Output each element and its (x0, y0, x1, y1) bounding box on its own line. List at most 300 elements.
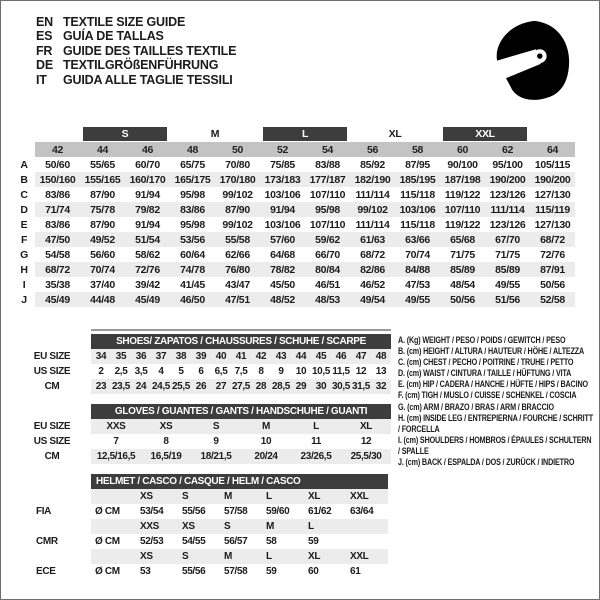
value-cell: 155/165 (80, 172, 125, 187)
value-cell: 187/198 (440, 172, 485, 187)
legend-item: G. (cm) ARM / BRAZO / BRAS / ARM / BRACCIO (398, 401, 554, 413)
helmet-size-cell: XXL (346, 489, 388, 504)
value-cell: 75/85 (270, 158, 295, 171)
value-cell: 95/100 (492, 158, 523, 171)
sub-value-cell: 11,5 (332, 366, 350, 377)
sub-value-cell: 3,5 (134, 366, 148, 377)
sub-value-cell: 39 (191, 349, 211, 364)
sub-value-cell: 27,5 (231, 381, 251, 392)
size-group-label: L (263, 127, 347, 141)
size-cell: 48 (170, 142, 215, 157)
measure-row (13, 232, 575, 247)
helmet-size-cell: L (262, 549, 304, 564)
value-cell: 107/110 (440, 202, 485, 217)
value-cell: 71/75 (450, 248, 475, 261)
unit-label: Ø CM (95, 506, 120, 517)
value-cell: 170/180 (215, 172, 260, 187)
helmet-size-cell: S (220, 519, 262, 534)
sub-value-cell: 20/24 (241, 449, 291, 464)
value-cell: 72/76 (540, 248, 565, 261)
separator-line (91, 329, 391, 331)
sub-value-cell: 4 (158, 366, 164, 377)
row-label: C (20, 188, 28, 201)
measure-row (13, 172, 575, 187)
sub-row-label: US SIZE (33, 366, 71, 377)
value-cell: 68/72 (360, 248, 385, 261)
size-cell: 50 (215, 142, 260, 157)
sub-row (13, 349, 391, 364)
value-cell: 70/74 (80, 262, 125, 277)
unit-label: Ø CM (95, 566, 120, 577)
value-cell: 48/52 (260, 292, 305, 307)
helmet-sizes-row (13, 489, 388, 504)
value-cell: 71/74 (35, 202, 80, 217)
row-label: G (20, 248, 28, 261)
value-cell: 78/82 (260, 262, 305, 277)
value-cell: 95/98 (180, 188, 205, 201)
size-group-cell (350, 126, 440, 142)
sub-value-cell: 11 (311, 436, 321, 447)
size-cell: 56 (350, 142, 395, 157)
value-cell: 105/115 (534, 158, 571, 171)
measure-row (13, 292, 575, 307)
outer-spacer (13, 549, 91, 564)
value-cell: 46/51 (315, 278, 340, 291)
value-cell: 66/70 (315, 248, 340, 261)
size-group-label: XL (388, 128, 402, 140)
helmet-size-cell: XS (136, 549, 178, 564)
sub-value-cell: 10,5 (311, 366, 331, 377)
gloves-table (13, 404, 391, 464)
value-cell: 70/74 (405, 248, 430, 261)
value-cell: 60/70 (135, 158, 160, 171)
value-cell: 57/60 (260, 232, 305, 247)
sub-value-cell: XL (341, 419, 391, 434)
value-cell: 62/66 (225, 248, 250, 261)
sub-value-cell: XXS (91, 419, 141, 434)
legend-item: J. (cm) BACK / ESPALDA / DOS / ZURÜCK / INDIETRO (398, 457, 575, 469)
value-cell: 47/50 (35, 232, 80, 247)
helmet-values-row (13, 534, 388, 549)
size-cell: 42 (35, 142, 80, 157)
helmet-value-cell: 58 (266, 536, 277, 547)
helmet-size-cell: L (262, 489, 304, 504)
sub-value-cell: 28 (251, 379, 271, 394)
row-label-cell (13, 142, 35, 157)
legend-item: F. (cm) TIGH / MUSLO / CUISSE / SCHENKEL / COSCIA (398, 390, 577, 402)
size-group-label: S (83, 127, 167, 141)
value-cell: 99/102 (350, 202, 395, 217)
helmet-icon-graphic (487, 18, 573, 104)
value-cell: 76/80 (215, 262, 260, 277)
value-cell: 103/106 (395, 202, 440, 217)
sub-value-cell: XS (141, 419, 191, 434)
row-label: I (22, 278, 26, 291)
value-cell: 72/76 (125, 262, 170, 277)
sub-value-cell: 12 (360, 436, 372, 447)
value-cell: 74/78 (170, 262, 215, 277)
sub-value-cell: 23 (91, 379, 111, 394)
sub-value-cell: 2 (98, 366, 104, 377)
value-cell: 190/200 (485, 172, 530, 187)
value-cell: 47/51 (215, 292, 260, 307)
value-cell: 115/118 (400, 218, 435, 231)
value-cell: 83/86 (170, 202, 215, 217)
helmet-size-cell: S (178, 489, 220, 504)
unit-spacer (91, 519, 136, 534)
sub-value-cell: 2,5 (114, 366, 128, 377)
size-group-cell (170, 126, 260, 142)
standard-label: FIA (36, 506, 52, 517)
value-cell: 70/80 (225, 158, 250, 171)
value-cell: 63/66 (395, 232, 440, 247)
sub-value-cell: 25,5 (171, 381, 191, 392)
sub-row (13, 379, 391, 394)
measure-row (13, 262, 575, 277)
sub-value-cell: 46 (331, 349, 351, 364)
helmet-sizes-row (13, 519, 388, 534)
language-row (36, 73, 236, 87)
sub-value-cell: 23,5 (111, 381, 131, 392)
row-label: E (20, 218, 28, 231)
value-cell: 48/53 (305, 292, 350, 307)
value-cell: 87/95 (405, 158, 430, 171)
helmet-size-cell: S (178, 549, 220, 564)
value-cell: 39/42 (135, 278, 160, 291)
sub-table-title: HELMET / CASCO / CASQUE / HELM / CASCO (91, 474, 388, 489)
legend-item: C. (cm) CHEST / PECHO / POITRINE / TRUHE / PETTO (398, 357, 574, 369)
helmet-size-cell: XL (304, 549, 346, 564)
helmet-sizes-row (13, 549, 388, 564)
value-cell: 115/118 (400, 188, 435, 201)
outer-spacer (13, 474, 91, 489)
sub-row-label: CM (44, 451, 60, 462)
helmet-size-cell: XXL (346, 549, 388, 564)
value-cell: 185/195 (395, 172, 440, 187)
helmet-value-cell: 61 (350, 566, 361, 577)
value-cell: 80/84 (305, 262, 350, 277)
value-cell: 107/110 (309, 188, 346, 201)
value-cell: 85/89 (485, 262, 530, 277)
language-row (36, 15, 236, 29)
language-row (36, 29, 236, 43)
value-cell: 99/102 (222, 188, 253, 201)
helmet-value-cell: 55/56 (182, 566, 206, 577)
value-cell: 75/78 (80, 202, 125, 217)
helmet-size-table (13, 474, 388, 579)
value-cell: 111/114 (485, 202, 530, 217)
sub-value-cell: 12 (355, 366, 367, 377)
sub-value-cell: 48 (371, 349, 391, 364)
measure-row (13, 277, 575, 292)
helmet-value-cell: 59 (308, 536, 319, 547)
value-cell: 123/126 (489, 218, 526, 231)
helmet-size-cell (346, 519, 388, 534)
value-cell: 165/175 (170, 172, 215, 187)
sub-value-cell: 7,5 (234, 366, 248, 377)
sub-value-cell: 28,5 (271, 381, 291, 392)
sub-value-cell: S (191, 419, 241, 434)
value-cell: 51/54 (125, 232, 170, 247)
helmet-value-cell: 59/60 (266, 506, 290, 517)
size-group-cell (440, 126, 530, 142)
value-cell: 85/92 (360, 158, 385, 171)
value-cell: 127/130 (534, 188, 571, 201)
sub-value-cell: 13 (375, 366, 387, 377)
value-cell: 44/48 (80, 292, 125, 307)
language-code: DE (36, 58, 53, 73)
value-cell: 56/60 (90, 248, 115, 261)
size-cell: 46 (125, 142, 170, 157)
language-code: EN (36, 15, 53, 29)
helmet-value-cell: 56/57 (224, 536, 248, 547)
value-cell: 103/106 (264, 188, 301, 201)
helmet-icon (487, 18, 573, 104)
value-cell: 58/62 (135, 248, 160, 261)
value-cell: 91/94 (260, 202, 305, 217)
outer-spacer (13, 519, 91, 534)
helmet-value-cell: 57/58 (224, 566, 248, 577)
legend-item: B. (cm) HEIGHT / ALTURA / HAUTEUR / HÖHE / ALTEZZA (398, 346, 585, 358)
sub-value-cell: 26 (191, 379, 211, 394)
standard-label: CMR (36, 536, 58, 547)
value-cell: 68/72 (530, 232, 575, 247)
empty-group-cell (530, 126, 575, 142)
sub-value-cell: 7 (113, 436, 119, 447)
sub-value-cell: 37 (151, 349, 171, 364)
sub-value-cell: 30,5 (331, 381, 351, 392)
sub-value-cell: 18/21,5 (191, 449, 241, 464)
value-cell: 47/53 (405, 278, 430, 291)
sub-value-cell: 32 (371, 379, 391, 394)
value-cell: 190/200 (530, 172, 575, 187)
legend-item: A. (Kg) WEIGHT / PESO / POIDS / GEWITCH / PESO (398, 335, 566, 346)
helmet-value-cell: 53/54 (140, 506, 164, 517)
value-cell: 49/54 (350, 292, 395, 307)
sub-value-cell: 8 (258, 366, 264, 377)
legend-item: I. (cm) SHOULDERS / HOMBROS / ÉPAULES / SCHULTERN / SPALLE (398, 434, 592, 457)
value-cell: 48/54 (450, 278, 475, 291)
value-cell: 83/88 (315, 158, 340, 171)
language-title: GUIDE DES TAILLES TEXTILE (63, 43, 237, 58)
value-cell: 111/114 (355, 188, 390, 201)
unit-label: Ø CM (95, 536, 120, 547)
row-label: F (20, 233, 28, 246)
sub-row (13, 434, 391, 449)
size-cell: 52 (260, 142, 305, 157)
sub-value-cell: 6 (198, 366, 204, 377)
sub-row (13, 449, 391, 464)
row-label: B (20, 173, 28, 186)
value-cell: 173/183 (260, 172, 305, 187)
value-cell: 35/38 (45, 278, 70, 291)
measure-row (13, 217, 575, 232)
value-cell: 115/119 (530, 202, 575, 217)
value-cell: 87/91 (530, 262, 575, 277)
sub-row-label: EU SIZE (33, 351, 71, 362)
sub-row (13, 419, 391, 434)
value-cell: 45/49 (35, 292, 80, 307)
outer-spacer (13, 404, 91, 419)
helmet-values-row (13, 504, 388, 519)
value-cell: 49/55 (395, 292, 440, 307)
language-list (36, 15, 236, 87)
row-label: A (20, 158, 28, 171)
row-label: H (20, 263, 28, 276)
size-cell: 54 (305, 142, 350, 157)
size-group-label: XXL (443, 127, 527, 141)
value-cell: 43/47 (225, 278, 250, 291)
sub-value-cell: 43 (271, 349, 291, 364)
empty-group-cell (35, 126, 80, 142)
value-cell: 99/102 (222, 218, 253, 231)
sub-value-cell: 16,5/19 (141, 449, 191, 464)
value-cell: 79/82 (125, 202, 170, 217)
row-label: J (21, 293, 27, 306)
unit-spacer (91, 489, 136, 504)
value-cell: 71/75 (495, 248, 520, 261)
sub-row (13, 364, 391, 379)
sub-value-cell: 42 (251, 349, 271, 364)
helmet-size-cell: XS (178, 519, 220, 534)
sub-value-cell: 6,5 (214, 366, 228, 377)
size-group-cell (260, 126, 350, 142)
corner-cell (13, 126, 35, 142)
sub-value-cell: 25,5/30 (341, 449, 391, 464)
value-cell: 67/70 (485, 232, 530, 247)
measure-row (13, 247, 575, 262)
value-cell: 54/58 (45, 248, 70, 261)
sub-value-cell: M (241, 419, 291, 434)
value-cell: 50/56 (540, 278, 565, 291)
value-cell: 177/187 (305, 172, 350, 187)
value-cell: 87/90 (90, 218, 115, 231)
value-cell: 87/90 (90, 188, 115, 201)
value-cell: 95/98 (180, 218, 205, 231)
helmet-value-cell: 63/64 (350, 506, 374, 517)
sub-value-cell: 8 (163, 436, 169, 447)
value-cell: 60/64 (180, 248, 205, 261)
size-cell: 44 (80, 142, 125, 157)
helmet-values-row (13, 564, 388, 579)
value-cell: 111/114 (355, 218, 390, 231)
helmet-size-cell: M (262, 519, 304, 534)
size-cell: 58 (395, 142, 440, 157)
helmet-size-cell: L (304, 519, 346, 534)
language-title: TEXTILGRÖßENFÜHRUNG (63, 58, 219, 73)
language-row (36, 58, 236, 72)
sub-value-cell: 9 (278, 366, 284, 377)
value-cell: 83/86 (45, 218, 70, 231)
value-cell: 64/68 (270, 248, 295, 261)
size-cell: 60 (440, 142, 485, 157)
helmet-value-cell: 59 (266, 566, 277, 577)
value-cell: 65/68 (440, 232, 485, 247)
sub-value-cell: 31,5 (351, 381, 371, 392)
value-cell: 82/86 (350, 262, 395, 277)
language-title: TEXTILE SIZE GUIDE (63, 15, 186, 29)
value-cell: 50/56 (440, 292, 485, 307)
value-cell: 37/40 (90, 278, 115, 291)
helmet-size-cell: XXS (136, 519, 178, 534)
standard-label: ECE (36, 566, 56, 577)
outer-spacer (13, 489, 91, 504)
value-cell: 83/86 (45, 188, 70, 201)
value-cell: 103/106 (264, 218, 301, 231)
sub-value-cell: 9 (213, 436, 219, 447)
measurement-legend (398, 335, 593, 468)
sub-value-cell: 10 (260, 436, 272, 447)
sub-value-cell: 35 (111, 349, 131, 364)
value-cell: 52/58 (530, 292, 575, 307)
sub-value-cell: 47 (351, 349, 371, 364)
language-title: GUIDA ALLE TAGLIE TESSILI (63, 72, 233, 87)
value-cell: 45/50 (270, 278, 295, 291)
sub-value-cell: 10 (295, 366, 307, 377)
helmet-value-cell: 61/62 (308, 506, 332, 517)
sub-header-row (13, 474, 388, 489)
sub-value-cell: 38 (171, 349, 191, 364)
sub-row-label: CM (44, 381, 60, 392)
size-cell: 62 (485, 142, 530, 157)
value-cell: 127/130 (534, 218, 571, 231)
value-cell: 182/190 (350, 172, 395, 187)
value-cell: 123/126 (489, 188, 526, 201)
legend-item: H. (cm) INSIDE LEG / ENTREPIERNA / FOURCHE / SCHRITT / FORCELLA (398, 412, 593, 435)
measure-row (13, 202, 575, 217)
value-cell: 91/94 (135, 188, 160, 201)
sub-row-label: US SIZE (33, 436, 71, 447)
helmet-value-cell: 60 (308, 566, 319, 577)
value-cell: 107/110 (309, 218, 346, 231)
sub-value-cell: 24,5 (151, 381, 171, 392)
value-cell: 55/65 (90, 158, 115, 171)
language-title: GUÍA DE TALLAS (63, 29, 164, 44)
value-cell: 85/89 (440, 262, 485, 277)
value-cell: 53/56 (170, 232, 215, 247)
language-code: FR (36, 43, 53, 58)
value-cell: 150/160 (35, 172, 80, 187)
unit-spacer (91, 549, 136, 564)
sub-value-cell: 24 (131, 379, 151, 394)
helmet-size-cell: XL (304, 489, 346, 504)
helmet-value-cell: 57/58 (224, 506, 248, 517)
language-row (36, 44, 236, 58)
size-number-row (13, 142, 575, 157)
value-cell: 49/55 (495, 278, 520, 291)
sub-value-cell: 41 (231, 349, 251, 364)
size-group-label: M (210, 128, 220, 140)
value-cell: 51/56 (485, 292, 530, 307)
value-cell: 119/122 (444, 218, 481, 231)
language-code: ES (36, 29, 53, 44)
sub-value-cell: 12,5/16,5 (91, 449, 141, 464)
value-cell: 46/52 (360, 278, 385, 291)
helmet-value-cell: 52/53 (140, 536, 164, 547)
value-cell: 119/122 (444, 188, 481, 201)
value-cell: 61/63 (350, 232, 395, 247)
value-cell: 55/58 (215, 232, 260, 247)
row-label: D (20, 203, 28, 216)
size-group-row (13, 126, 575, 142)
size-cell: 64 (530, 142, 575, 157)
sub-value-cell: 27 (211, 379, 231, 394)
sub-value-cell: 30 (311, 379, 331, 394)
sub-value-cell: 34 (91, 349, 111, 364)
helmet-size-cell: XS (136, 489, 178, 504)
shoes-table (13, 334, 391, 394)
sub-value-cell: 40 (211, 349, 231, 364)
